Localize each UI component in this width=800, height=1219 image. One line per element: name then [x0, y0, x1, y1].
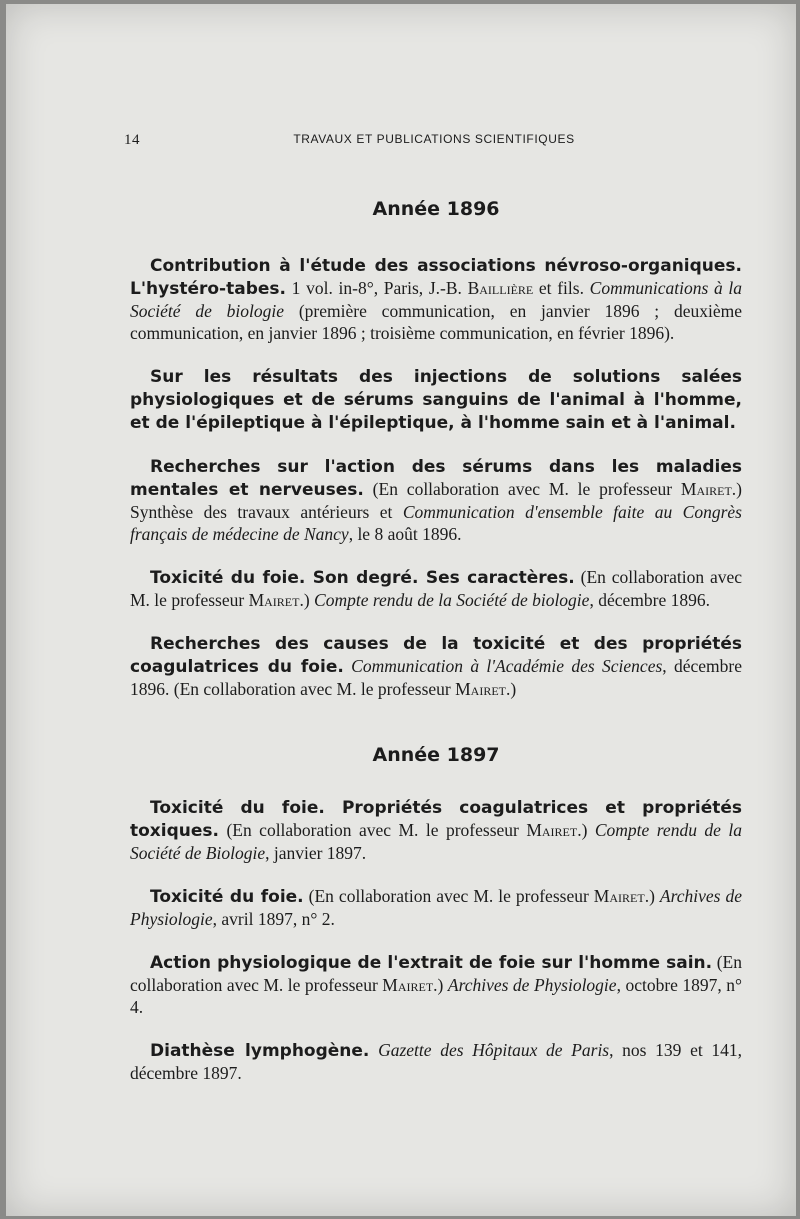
bibliography-entry — [130, 254, 742, 344]
entry-text: .) — [577, 820, 595, 840]
journal-title: Compte rendu de la Société de biologie — [314, 590, 590, 610]
author-name: Mairet — [382, 975, 434, 995]
bibliography-entry — [130, 885, 742, 930]
entry-text: , octobre 1897, n° 4. — [130, 975, 743, 1017]
journal-title: Archives de Physiologie — [447, 975, 617, 995]
entry-text: .) — [299, 590, 315, 610]
bibliography-entry — [130, 951, 742, 1018]
year-heading: Année 1897 — [372, 744, 500, 766]
entry-text: (En collaboration avec M. le professeur — [130, 952, 742, 995]
running-title: TRAVAUX ET PUBLICATIONS SCIENTIFIQUES — [293, 132, 575, 146]
journal-title: Gazette des Hôpitaux de Paris — [378, 1040, 610, 1060]
bibliography — [130, 194, 742, 1105]
journal-title: Archives de Physiologie — [130, 886, 743, 929]
entry-text: , le 8 août 1896. — [348, 524, 462, 544]
entry-text: 1 vol. in-8°, Paris, J.-B. — [286, 278, 468, 298]
entry-title: Recherches sur l'action des sérums dans les maladies mentales et nerveuses. — [130, 457, 742, 500]
entry-title: Toxicité du foie. Son degré. Ses caractères. — [150, 568, 575, 588]
author-name: Mairet — [248, 590, 300, 610]
bibliography-entry — [130, 455, 742, 545]
entry-title: Contribution à l'étude des associations névroso-organiques. L'hystéro-tabes. — [130, 256, 742, 299]
entry-text: .) — [506, 679, 517, 699]
entry-text: .) — [433, 975, 448, 995]
entry-title: Diathèse lymphogène. — [150, 1041, 370, 1061]
bibliography-entry — [130, 365, 742, 434]
journal-title: Communication à l'Académie des Sciences — [351, 656, 663, 676]
entry-text: , avril 1897, n° 2. — [212, 909, 335, 929]
entry-text: , nos 139 et 141, décembre 1897. — [130, 1040, 742, 1083]
entry-text: (première communication, en janvier 1896 ; deuxième communication, en janvier 1896 ; troisième communication, en février 1896). — [130, 301, 742, 343]
journal-title: Communication d'ensemble faite au Congrès français de médecine de Nancy — [130, 502, 742, 544]
entry-text: (En collaboration avec M. le professeur — [303, 886, 594, 906]
entry-text: (En collaboration avec M. le professeur — [130, 567, 743, 610]
bibliography-entry — [130, 796, 742, 864]
entry-title: Toxicité du foie. Propriétés coagulatrices et propriétés toxiques. — [130, 798, 742, 841]
author-name: Mairet — [526, 820, 578, 840]
journal-title: Compte rendu de la Société de Biologie — [130, 820, 743, 863]
entry-title: Sur les résultats des injections de solutions salées physiologiques et de sérums sanguins de l'animal à l'homme, et de l'épileptique à l'épileptique, à l'homme sain et à l'animal. — [130, 367, 742, 433]
entry-text: (En collaboration avec M. le professeur — [363, 479, 681, 499]
author-name: Mairet — [593, 886, 645, 906]
page — [6, 4, 796, 1216]
journal-title: Communications à la Société de biologie — [130, 278, 742, 321]
entry-title: Action physiologique de l'extrait de foie sur l'homme sain. — [150, 953, 713, 973]
entry-text: .) — [644, 886, 660, 906]
author-name: Mairet — [680, 479, 732, 499]
entry-text: , décembre 1896. — [589, 590, 710, 610]
author-name: Mairet — [455, 679, 506, 699]
entry-text: (En collaboration avec M. le professeur — [218, 820, 527, 840]
bibliography-entry — [130, 632, 742, 700]
bibliography-entry — [130, 566, 742, 611]
author-name: Baillière — [467, 278, 534, 298]
entry-title: Recherches des causes de la toxicité et des propriétés coagulatrices du foie. — [130, 634, 742, 677]
entry-text: .) Synthèse des travaux antérieurs et — [130, 479, 742, 522]
entry-text: et fils. — [533, 278, 590, 298]
page-number: 14 — [124, 132, 140, 148]
entry-text: , janvier 1897. — [265, 843, 367, 863]
year-heading: Année 1896 — [372, 198, 500, 220]
bibliography-entry — [130, 1039, 742, 1084]
entry-title: Toxicité du foie. — [150, 887, 304, 907]
entry-text: , décembre 1896. (En collaboration avec M. le professeur — [130, 656, 743, 699]
entry-text — [369, 1040, 378, 1060]
running-head — [124, 132, 744, 152]
